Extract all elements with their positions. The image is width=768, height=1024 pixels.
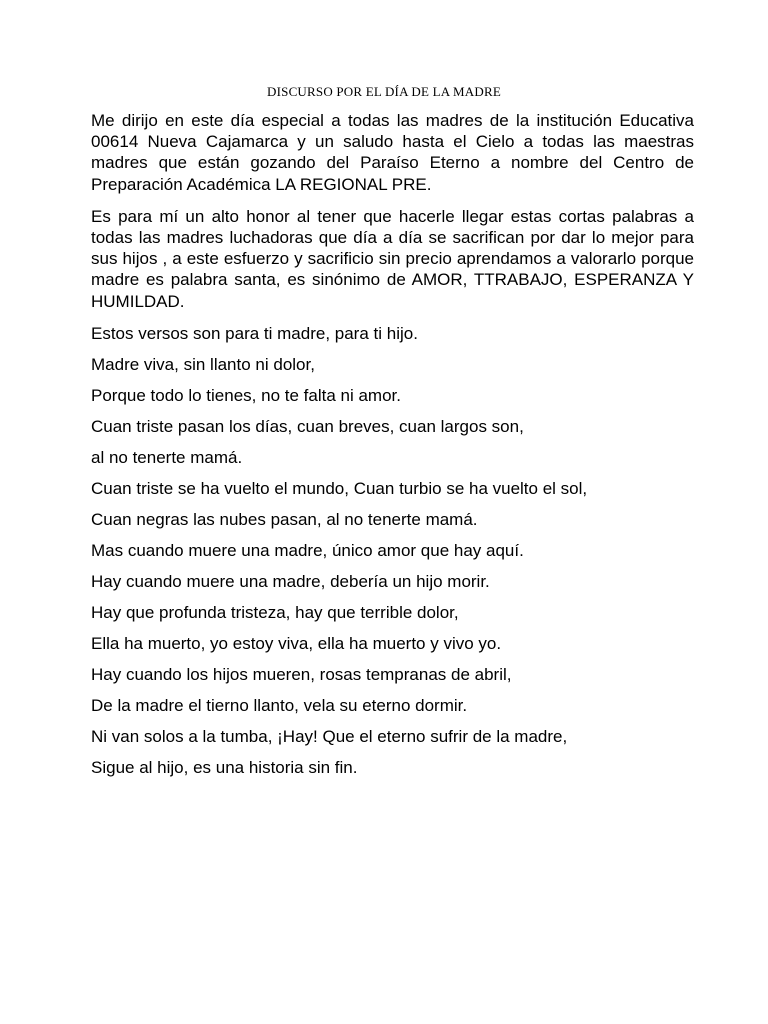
document-body (91, 110, 694, 788)
verse-line: Cuan triste se ha vuelto el mundo, Cuan turbio se ha vuelto el sol, (91, 478, 588, 498)
verse-line: Cuan triste pasan los días, cuan breves, cuan largos son, (91, 416, 524, 436)
document-title: DISCURSO POR EL DÍA DE LA MADRE (267, 84, 501, 99)
verse-line: Sigue al hijo, es una historia sin fin. (91, 757, 358, 777)
verse-line: De la madre el tierno llanto, vela su eterno dormir. (91, 695, 468, 715)
verse-line: al no tenerte mamá. (91, 447, 243, 467)
verse-line: Ni van solos a la tumba, ¡Hay! Que el eterno sufrir de la madre, (91, 726, 568, 746)
verse-line: Hay que profunda tristeza, hay que terrible dolor, (91, 602, 459, 622)
verse-line: Cuan negras las nubes pasan, al no tenerte mamá. (91, 509, 478, 529)
verse-line: Mas cuando muere una madre, único amor que hay aquí. (91, 540, 524, 560)
verse-line: Estos versos son para ti madre, para ti hijo. (91, 323, 418, 343)
paragraph-greeting: Me dirijo en este día especial a todas las madres de la institución Educativa 00614 Nueva Cajamarca y un saludo hasta el Cielo a todas las maestras madres que están gozando del Paraíso Eterno a nombre del Centro de Preparación Académica LA REGIONAL PRE. (91, 111, 694, 194)
verse-line: Madre viva, sin llanto ni dolor, (91, 354, 315, 374)
verse-line: Porque todo lo tienes, no te falta ni amor. (91, 385, 401, 405)
verse-line: Ella ha muerto, yo estoy viva, ella ha muerto y vivo yo. (91, 633, 502, 653)
paragraph-honor: Es para mí un alto honor al tener que hacerle llegar estas cortas palabras a todas las madres luchadoras que día a día se sacrifican por dar lo mejor para sus hijos , a este esfuerzo y sacrificio sin precio aprendamos a valorarlo porque madre es palabra santa, es sinónimo de AMOR, TTRABAJO, ESPERANZA Y HUMILDAD. (91, 206, 694, 311)
verse-line: Hay cuando los hijos mueren, rosas tempranas de abril, (91, 664, 512, 684)
verse-line: Hay cuando muere una madre, debería un hijo morir. (91, 571, 490, 591)
